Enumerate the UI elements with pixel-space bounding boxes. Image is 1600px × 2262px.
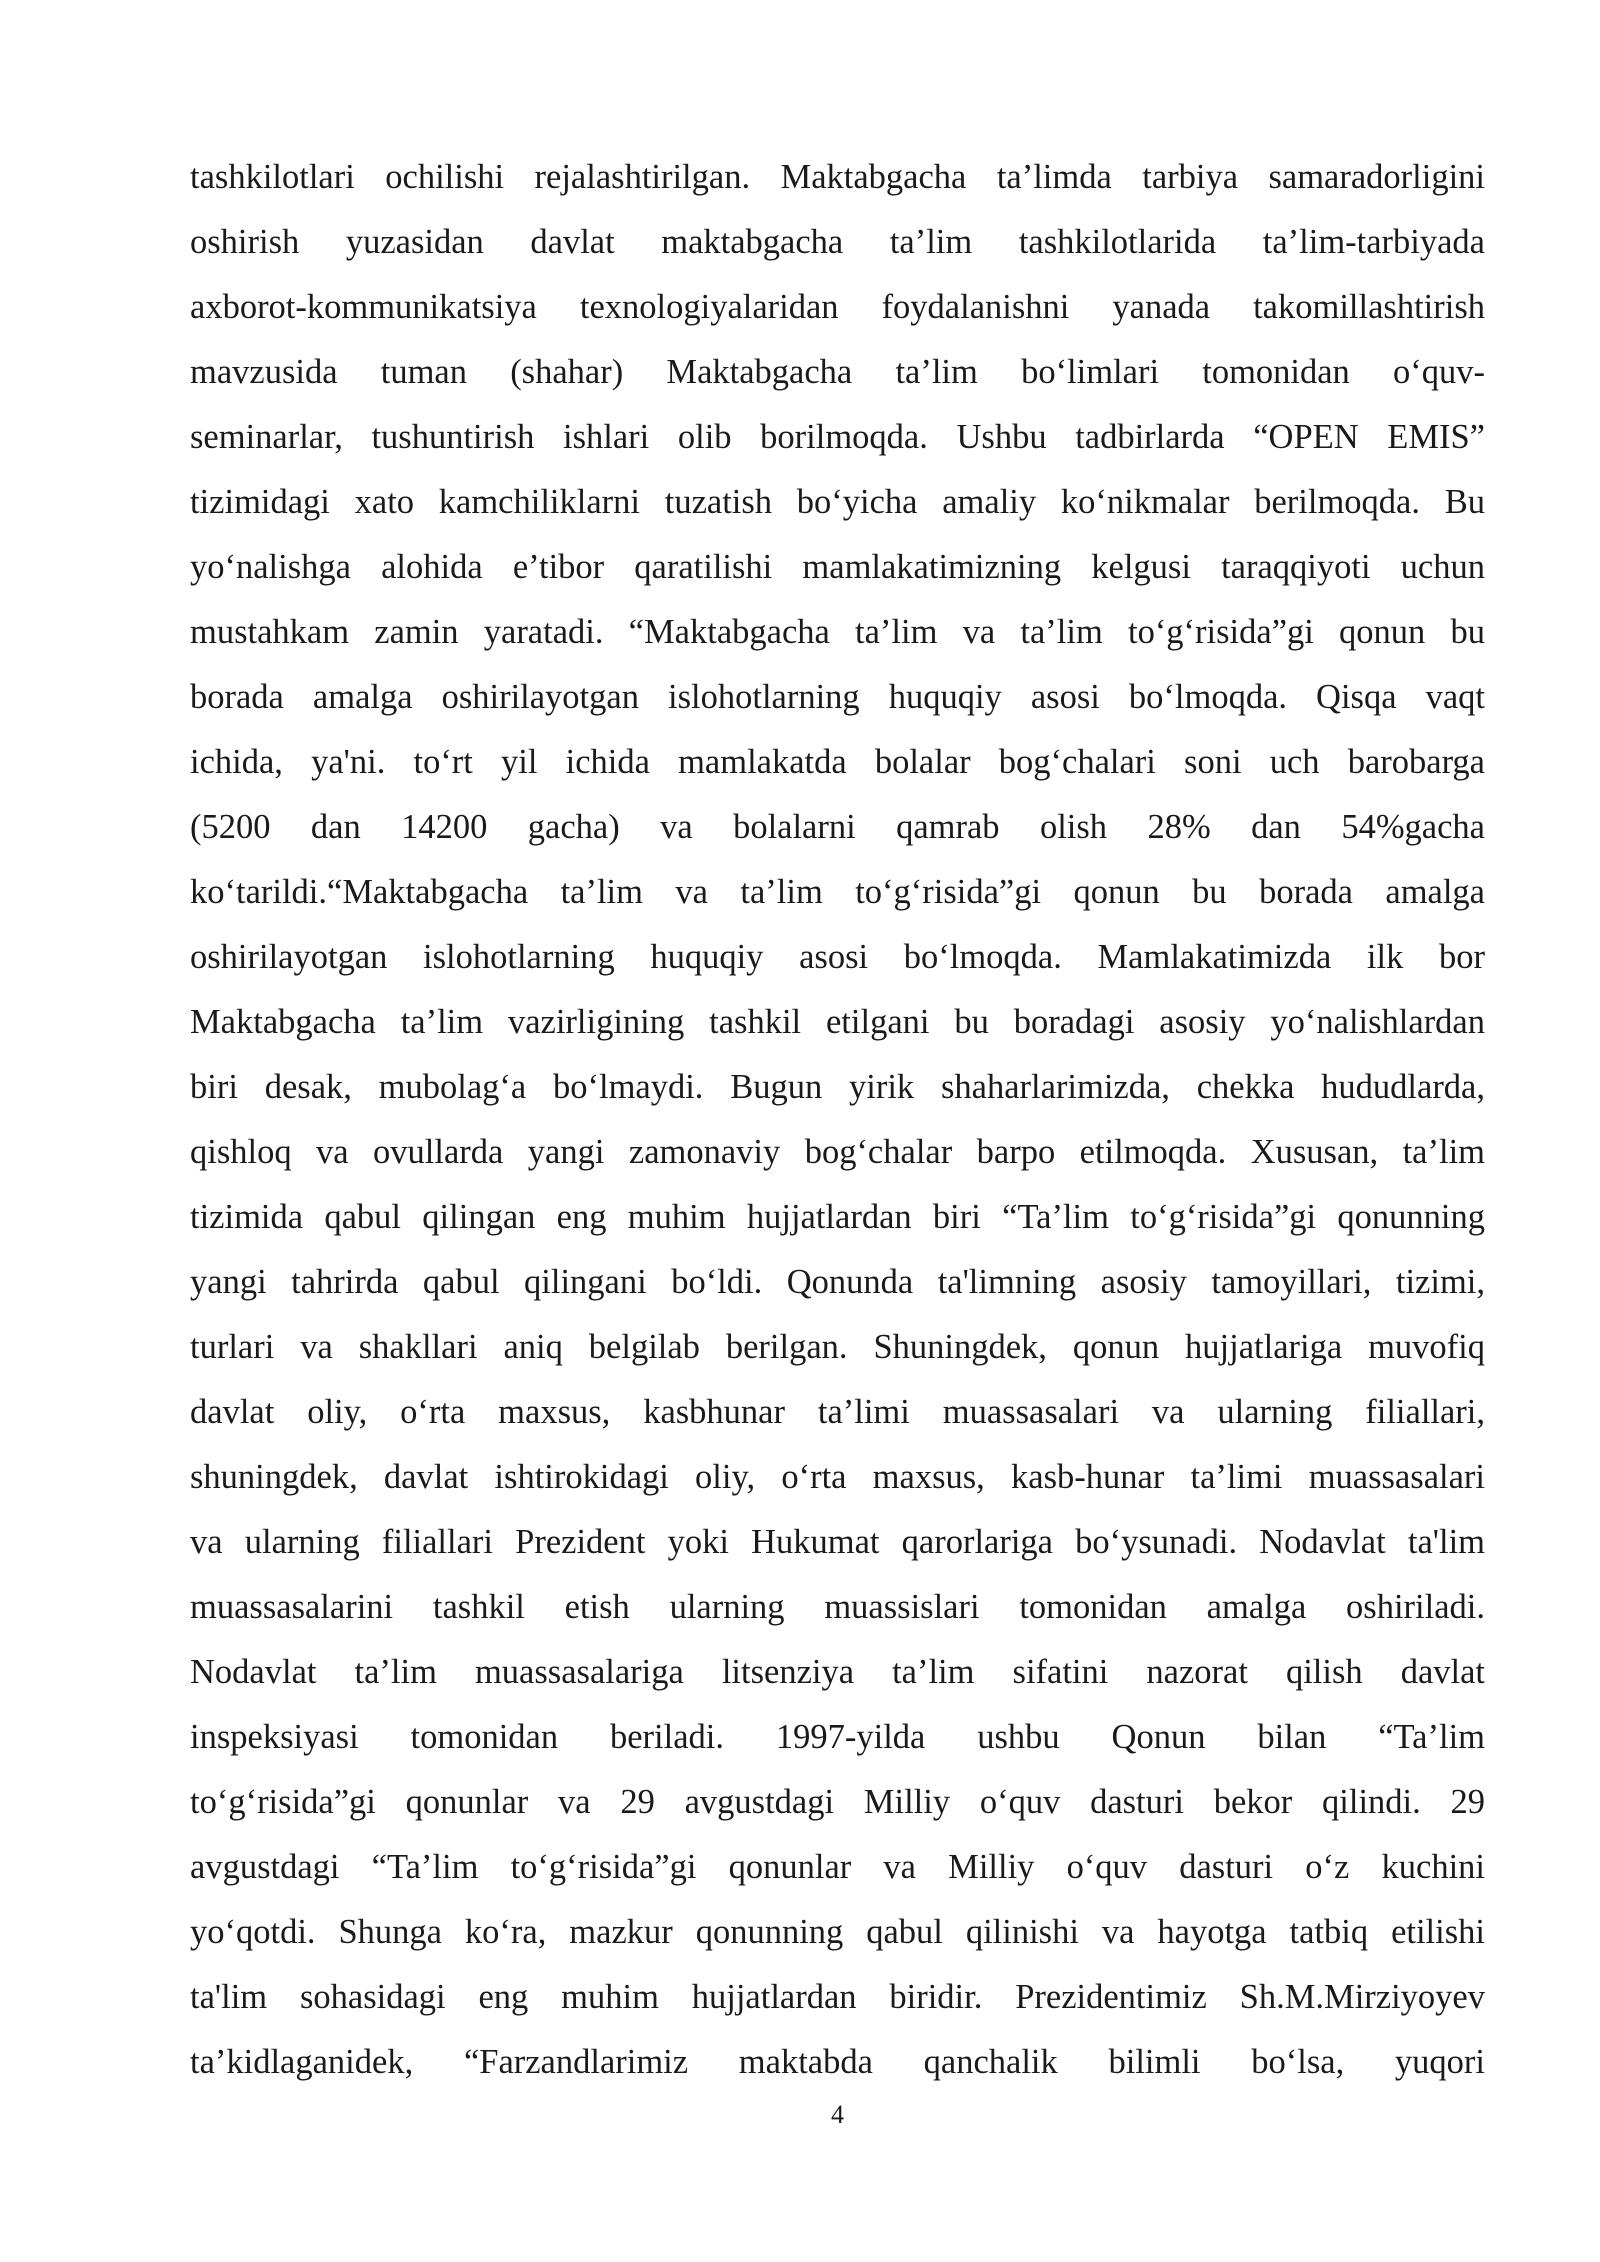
text-line: inspeksiyasi tomonidan beriladi. 1997-yilda ushbu Qonun bilan “Ta’lim — [190, 1718, 1485, 1756]
text-line: avgustdagi “Ta’lim to‘g‘risida”gi qonunlar va Milliy o‘quv dasturi o‘z kuchini — [190, 1848, 1485, 1886]
text-line: mustahkam zamin yaratadi. “Maktabgacha ta’lim va ta’lim to‘g‘risida”gi qonun bu — [190, 613, 1485, 651]
text-line: yo‘qotdi. Shunga ko‘ra, mazkur qonunning qabul qilinishi va hayotga tatbiq etilishi — [190, 1913, 1485, 1951]
text-line: biri desak, mubolag‘a bo‘lmaydi. Bugun yirik shaharlarimizda, chekka hududlarda, — [190, 1068, 1485, 1106]
text-line: va ularning filiallari Prezident yoki Hukumat qarorlariga bo‘ysunadi. Nodavlat ta'lim — [190, 1523, 1485, 1561]
text-line: Nodavlat ta’lim muassasalariga litsenziya ta’lim sifatini nazorat qilish davlat — [190, 1653, 1485, 1691]
text-line: yangi tahrirda qabul qilingani bo‘ldi. Qonunda ta'limning asosiy tamoyillari, tizimi, — [190, 1263, 1485, 1301]
body-paragraph — [190, 145, 1485, 2095]
text-line: oshirish yuzasidan davlat maktabgacha ta’lim tashkilotlarida ta’lim-tarbiyada — [190, 223, 1485, 261]
text-line: ichida, ya'ni. to‘rt yil ichida mamlakatda bolalar bog‘chalari soni uch barobarga — [190, 743, 1485, 781]
text-line: to‘g‘risida”gi qonunlar va 29 avgustdagi Milliy o‘quv dasturi bekor qilindi. 29 — [190, 1783, 1485, 1821]
text-line: tashkilotlari ochilishi rejalashtirilgan. Maktabgacha ta’limda tarbiya samaradorligini — [190, 158, 1485, 196]
text-line: seminarlar, tushuntirish ishlari olib borilmoqda. Ushbu tadbirlarda “OPEN EMIS” — [190, 418, 1485, 456]
text-line: borada amalga oshirilayotgan islohotlarning huquqiy asosi bo‘lmoqda. Qisqa vaqt — [190, 678, 1485, 716]
text-line: Maktabgacha ta’lim vazirligining tashkil etilgani bu boradagi asosiy yo‘nalishlardan — [190, 1003, 1485, 1041]
text-line: turlari va shakllari aniq belgilab berilgan. Shuningdek, qonun hujjatlariga muvofiq — [190, 1328, 1485, 1366]
text-line: muassasalarini tashkil etish ularning muassislari tomonidan amalga oshiriladi. — [190, 1588, 1485, 1626]
text-line: tizimidagi xato kamchiliklarni tuzatish bo‘yicha amaliy ko‘nikmalar berilmoqda. Bu — [190, 483, 1485, 521]
text-line: yo‘nalishga alohida e’tibor qaratilishi mamlakatimizning kelgusi taraqqiyoti uchun — [190, 548, 1485, 586]
text-line: ta'lim sohasidagi eng muhim hujjatlardan biridir. Prezidentimiz Sh.M.Mirziyoyev — [190, 1978, 1485, 2016]
text-line: axborot-kommunikatsiya texnologiyalaridan foydalanishni yanada takomillashtirish — [190, 288, 1485, 326]
text-line: oshirilayotgan islohotlarning huquqiy asosi bo‘lmoqda. Mamlakatimizda ilk bor — [190, 938, 1485, 976]
text-line: ko‘tarildi.“Maktabgacha ta’lim va ta’lim to‘g‘risida”gi qonun bu borada amalga — [190, 873, 1485, 911]
text-line: tizimida qabul qilingan eng muhim hujjatlardan biri “Ta’lim to‘g‘risida”gi qonunning — [190, 1198, 1485, 1236]
text-line: qishloq va ovullarda yangi zamonaviy bog‘chalar barpo etilmoqda. Xususan, ta’lim — [190, 1133, 1485, 1171]
text-line: mavzusida tuman (shahar) Maktabgacha ta’lim bo‘limlari tomonidan o‘quv- — [190, 353, 1485, 391]
text-line: davlat oliy, o‘rta maxsus, kasbhunar ta’limi muassasalari va ularning filiallari, — [190, 1393, 1485, 1431]
page-number: 4 — [831, 2100, 844, 2129]
text-line: (5200 dan 14200 gacha) va bolalarni qamrab olish 28% dan 54%gacha — [190, 808, 1485, 846]
text-line: shuningdek, davlat ishtirokidagi oliy, o‘rta maxsus, kasb-hunar ta’limi muassasalari — [190, 1458, 1485, 1496]
text-line: ta’kidlaganidek, “Farzandlarimiz maktabda qanchalik bilimli bo‘lsa, yuqori — [190, 2043, 1485, 2081]
